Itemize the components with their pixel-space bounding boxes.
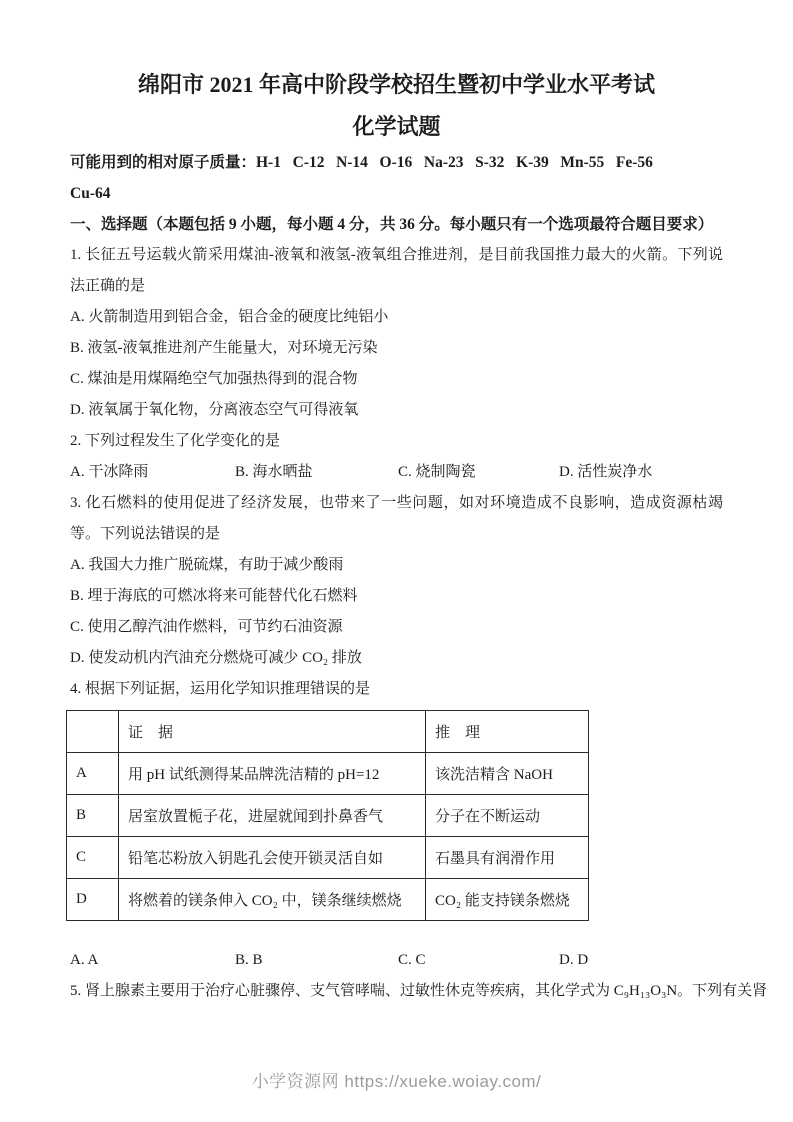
inference-cell: CO₂ 能支持镁条燃烧	[426, 879, 589, 921]
question-3-option-b: B. 埋于海底的可燃冰将来可能替代化石燃料	[70, 588, 358, 604]
question-1-option-d: D. 液氧属于氧化物，分离液态空气可得液氧	[70, 402, 359, 418]
question-4-option-a: A. A	[70, 952, 99, 968]
table-row	[67, 879, 589, 921]
question-5-stem: 5. 肾上腺素主要用于治疗心脏骤停、支气管哮喘、过敏性休克等疾病，其化学式为 C₉H₁₃O₃N。下列有关肾	[70, 983, 768, 999]
table-row	[67, 837, 589, 879]
row-label: C	[67, 837, 119, 879]
evidence-cell: 用 pH 试纸测得某品牌洗洁精的 pH=12	[119, 753, 426, 795]
question-4-option-b: B. B	[235, 952, 263, 968]
question-4-stem: 4. 根据下列证据，运用化学知识推理错误的是	[70, 681, 371, 697]
question-4-option-c: C. C	[398, 952, 426, 968]
question-3	[70, 488, 723, 674]
question-3-option-c: C. 使用乙醇汽油作燃料，可节约石油资源	[70, 619, 343, 635]
section-heading: 一、选择题（本题包括 9 小题，每小题 4 分，共 36 分。每小题只有一个选项最符合题目要求）	[70, 216, 714, 233]
question-1-option-a: A. 火箭制造用到铝合金，铝合金的硬度比纯铝小	[70, 309, 389, 325]
atomic-mass-note-continuation: Cu-64	[70, 185, 111, 202]
question-2-option-b: B. 海水晒盐	[235, 464, 313, 480]
row-label: D	[67, 879, 119, 921]
question-1-stem: 1. 长征五号运载火箭采用煤油-液氧和液氢-液氧组合推进剂，是目前我国推力最大的火箭。下列说法正确的是	[70, 247, 723, 294]
evidence-cell: 铅笔芯粉放入钥匙孔会使开锁灵活自如	[119, 837, 426, 879]
question-2-stem: 2. 下列过程发生了化学变化的是	[70, 433, 281, 449]
page-subtitle: 化学试题	[352, 114, 441, 139]
inference-cell: 分子在不断运动	[426, 795, 589, 837]
page-title: 绵阳市 2021 年高中阶段学校招生暨初中学业水平考试	[137, 72, 655, 97]
question-2-option-a: A. 干冰降雨	[70, 464, 149, 480]
question-4-options-row	[70, 945, 723, 976]
row-label: B	[67, 795, 119, 837]
table-row	[67, 753, 589, 795]
question-3-option-d: D. 使发动机内汽油充分燃烧可减少 CO₂ 排放	[70, 650, 362, 666]
inference-cell: 该洗洁精含 NaOH	[426, 753, 589, 795]
question-5	[70, 976, 768, 1007]
row-label: A	[67, 753, 119, 795]
question-3-option-a: A. 我国大力推广脱硫煤，有助于减少酸雨	[70, 557, 344, 573]
evidence-cell: 居室放置栀子花，进屋就闻到扑鼻香气	[119, 795, 426, 837]
question-1-option-c: C. 煤油是用煤隔绝空气加强热得到的混合物	[70, 371, 358, 387]
question-2-options-row	[70, 457, 723, 488]
question-2-option-c: C. 烧制陶瓷	[398, 464, 476, 480]
question-2-option-d: D. 活性炭净水	[559, 464, 653, 480]
table-row	[67, 795, 589, 837]
question-4-option-d: D. D	[559, 952, 589, 968]
atomic-mass-note: 可能用到的相对原子质量：H-1 C-12 N-14 O-16 Na-23 S-32 K-39 Mn-55 Fe-56	[70, 154, 653, 171]
evidence-cell: 将燃着的镁条伸入 CO₂ 中，镁条继续燃烧	[119, 879, 426, 921]
table-header-evidence: 证 据	[119, 711, 426, 753]
question-1-option-b: B. 液氢-液氧推进剂产生能量大，对环境无污染	[70, 340, 378, 356]
table-header-row	[67, 711, 589, 753]
inference-cell: 石墨具有润滑作用	[426, 837, 589, 879]
question-2	[70, 426, 723, 488]
table-header-inference: 推 理	[426, 711, 589, 753]
question-4	[70, 674, 723, 976]
question-1	[70, 240, 723, 426]
footer-watermark: 小学资源网 https://xueke.woiay.com/	[251, 1072, 542, 1091]
question-3-stem: 3. 化石燃料的使用促进了经济发展，也带来了一些问题，如对环境造成不良影响，造成资源枯竭等。下列说法错误的是	[70, 495, 723, 542]
evidence-inference-table	[66, 710, 589, 921]
table-corner-cell	[67, 711, 119, 753]
